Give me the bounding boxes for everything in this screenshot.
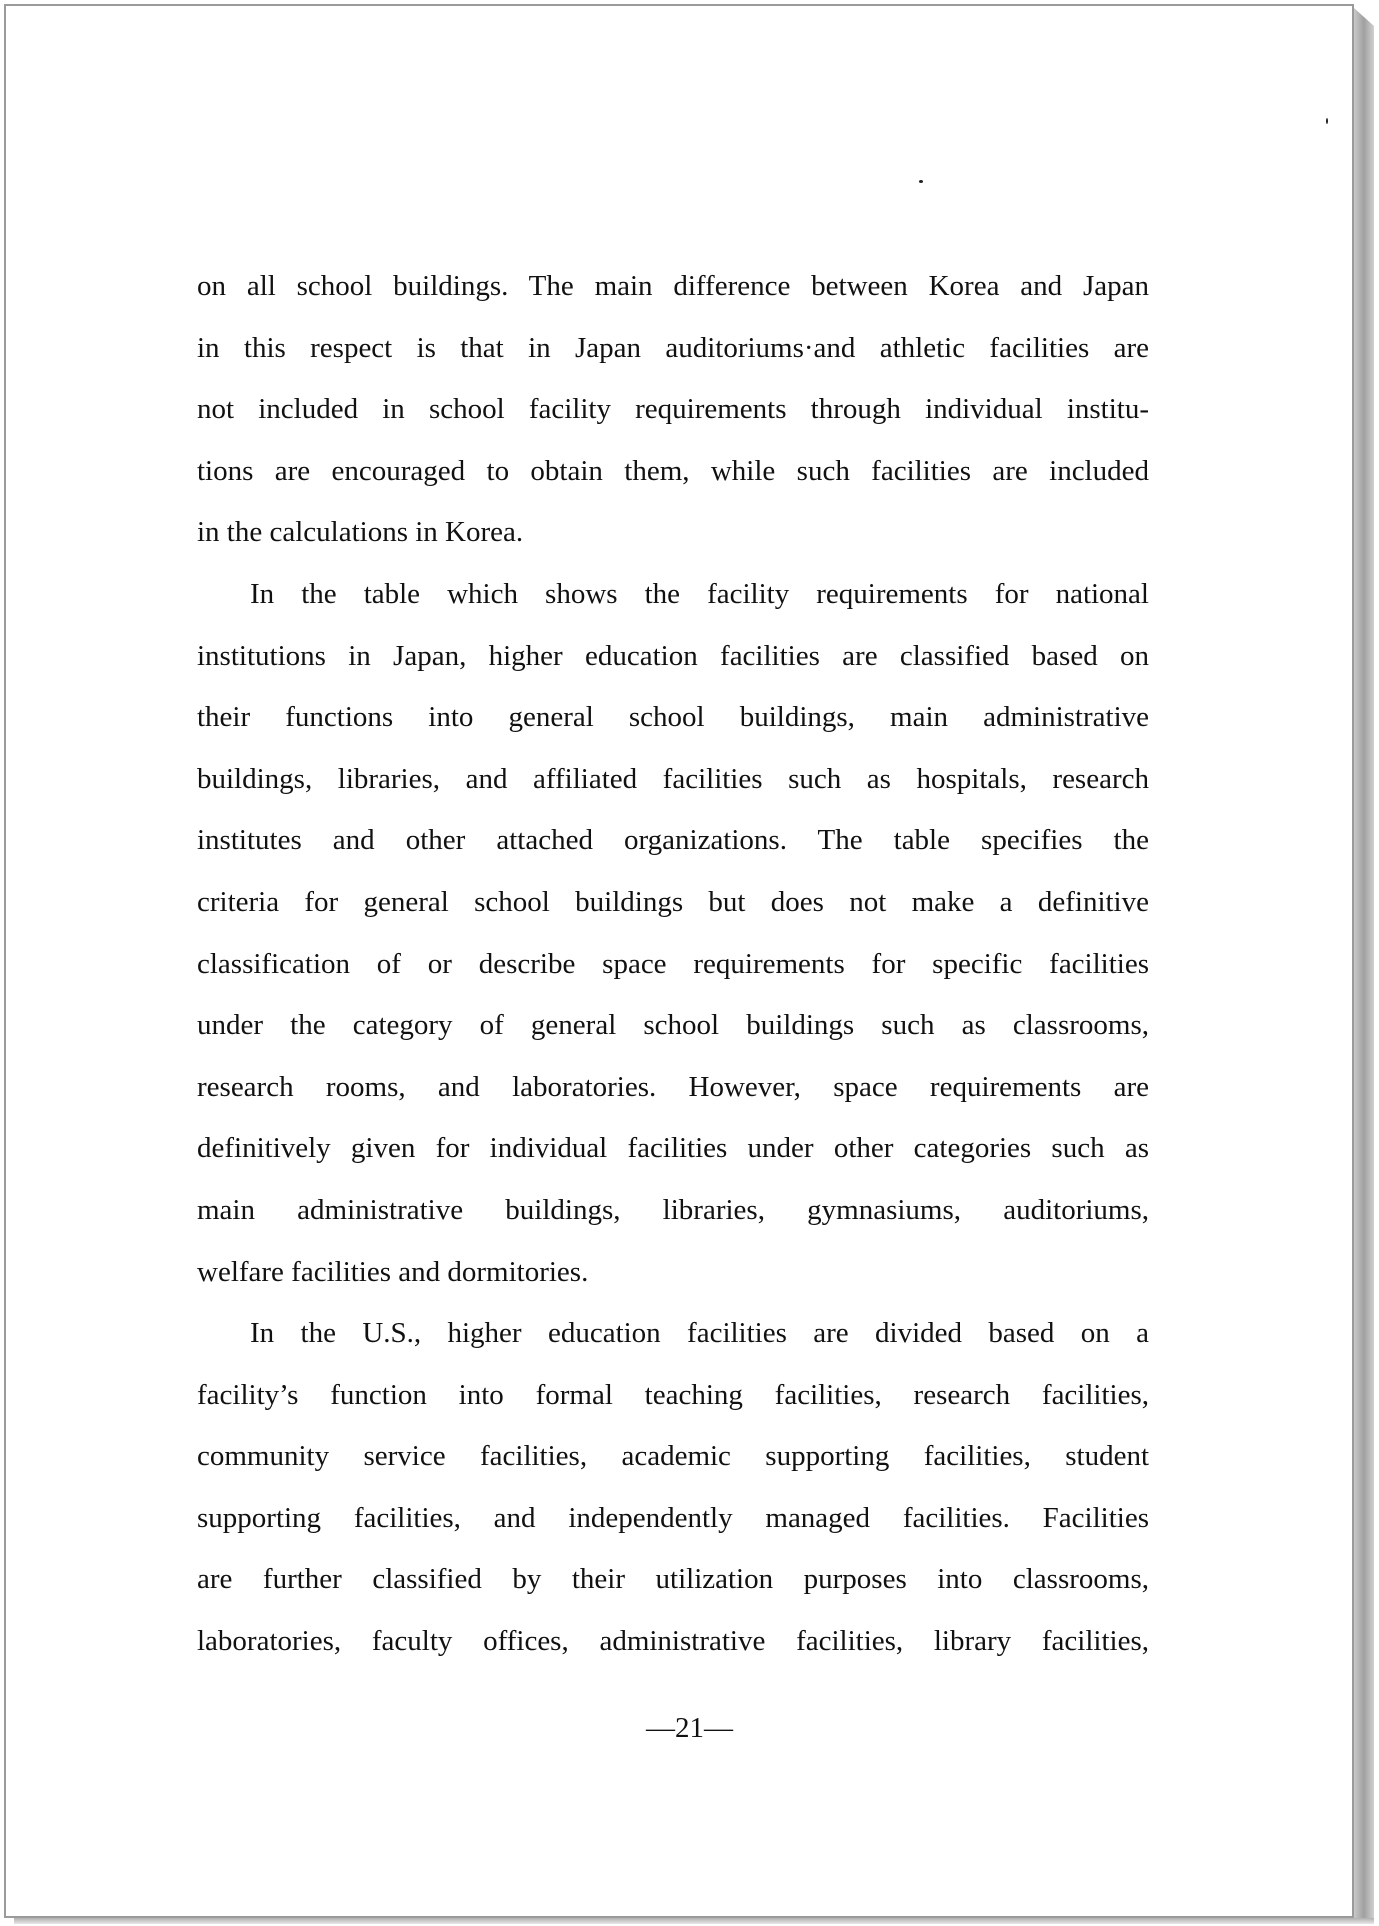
text-line: definitively given for individual facilities under other categories such as [197, 1132, 1149, 1165]
text-line: research rooms, and laboratories. However, space requirements are [197, 1070, 1149, 1103]
text-line: welfare facilities and dormitories. [197, 1255, 589, 1288]
text-line: facility’s function into formal teaching facilities, research facilities, [197, 1378, 1149, 1411]
page-bottom-shadow [14, 1918, 1374, 1924]
text-line: are further classified by their utilization purposes into classrooms, [197, 1563, 1149, 1596]
text-line: in this respect is that in Japan auditoriums·and athletic facilities are [197, 331, 1149, 364]
scan-speck [1326, 118, 1328, 124]
scan-speck [919, 180, 923, 183]
text-line: community service facilities, academic supporting facilities, student [197, 1440, 1149, 1473]
text-line: not included in school facility requirements through individual institu- [197, 393, 1149, 426]
text-line: main administrative buildings, libraries, gymnasiums, auditoriums, [197, 1193, 1149, 1226]
page-number: —21— [646, 1712, 733, 1744]
text-line: classification of or describe space requirements for specific facilities [197, 947, 1149, 980]
text-line: their functions into general school buildings, main administrative [197, 701, 1149, 734]
text-line: laboratories, faculty offices, administrative facilities, library facilities, [197, 1625, 1149, 1658]
text-line: under the category of general school buildings such as classrooms, [197, 1009, 1149, 1042]
page-curl-shadow [1354, 8, 1374, 1922]
text-line: buildings, libraries, and affiliated facilities such as hospitals, research [197, 762, 1149, 795]
text-line: In the U.S., higher education facilities are divided based on a [250, 1317, 1149, 1350]
text-line: criteria for general school buildings but does not make a definitive [197, 885, 1149, 918]
text-line: in the calculations in Korea. [197, 516, 524, 549]
text-line: tions are encouraged to obtain them, while such facilities are included [197, 454, 1149, 487]
text-line: institutes and other attached organizations. The table specifies the [197, 824, 1149, 857]
text-line: supporting facilities, and independently managed facilities. Facilities [197, 1501, 1149, 1534]
body-text [197, 256, 1149, 1673]
text-line: In the table which shows the facility requirements for national [250, 577, 1149, 610]
text-line: institutions in Japan, higher education facilities are classified based on [197, 639, 1149, 672]
text-line: on all school buildings. The main difference between Korea and Japan [197, 270, 1149, 302]
